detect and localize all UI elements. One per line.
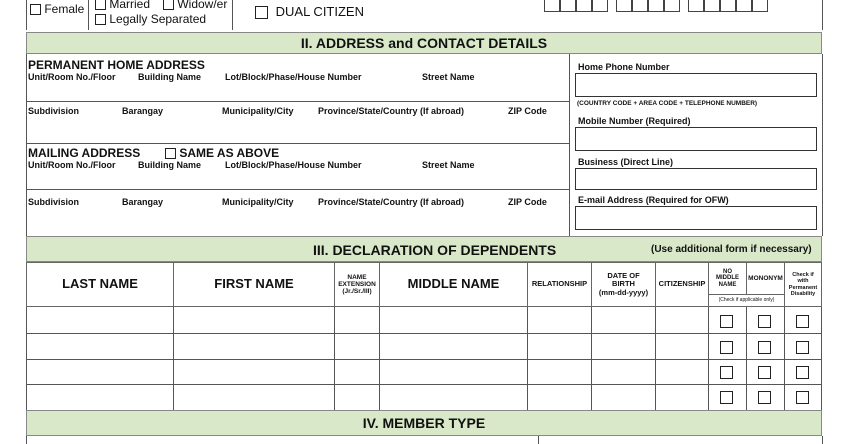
female-checkbox[interactable] — [30, 4, 41, 15]
col-nomid-line3: NAME — [718, 281, 737, 288]
email-input[interactable] — [575, 206, 817, 230]
label-street-mailing: Street Name — [422, 160, 475, 170]
row1-mononym-checkbox[interactable] — [758, 315, 771, 328]
col-disability — [784, 262, 822, 307]
label-subdivision: Subdivision — [28, 106, 80, 116]
legally-separated-checkbox[interactable] — [95, 14, 106, 25]
row4-mononym-checkbox[interactable] — [758, 391, 771, 404]
label-municipality: Municipality/City — [222, 106, 294, 116]
row2-no-middle-name-checkbox[interactable] — [720, 341, 733, 354]
row1-disability-checkbox[interactable] — [796, 315, 809, 328]
label-mobile: Mobile Number (Required) — [578, 116, 691, 126]
permanent-line2-field[interactable] — [26, 143, 569, 144]
row2-disability-checkbox[interactable] — [796, 341, 809, 354]
section-address-title: II. ADDRESS and CONTACT DETAILS — [300, 35, 548, 51]
label-street: Street Name — [422, 72, 475, 82]
col-name-extension — [334, 262, 380, 307]
label-unit-mailing: Unit/Room No./Floor — [28, 160, 116, 170]
female-option[interactable] — [30, 2, 84, 16]
digit-box[interactable] — [616, 0, 632, 12]
label-zip: ZIP Code — [508, 106, 547, 116]
legally-separated-option[interactable] — [95, 12, 206, 26]
same-as-above-option[interactable] — [165, 146, 279, 160]
col-last-name: LAST NAME — [62, 276, 138, 292]
widower-option[interactable] — [163, 0, 227, 11]
digit-box[interactable] — [752, 0, 768, 12]
row4-no-middle-name-checkbox[interactable] — [720, 391, 733, 404]
widower-checkbox[interactable] — [163, 0, 174, 10]
permanent-line1-field[interactable] — [26, 101, 569, 102]
col-dob-line3: (mm-dd-yyyy) — [598, 287, 649, 297]
section-dependents-header — [26, 236, 822, 262]
label-building: Building Name — [138, 72, 202, 82]
digit-box[interactable] — [688, 0, 704, 12]
dual-citizen-checkbox[interactable] — [255, 6, 268, 19]
label-unit: Unit/Room No./Floor — [28, 72, 116, 82]
female-label: Female — [44, 2, 85, 16]
married-option[interactable] — [95, 0, 150, 11]
digit-box[interactable] — [560, 0, 576, 12]
col-no-middle-name — [708, 262, 747, 295]
label-municipality-mailing: Municipality/City — [222, 197, 294, 207]
check-if-applicable-hint: (Check if applicable only) — [718, 296, 775, 303]
section-dependents-title: III. DECLARATION OF DEPENDENTS — [313, 242, 557, 258]
label-email: E-mail Address (Required for OFW) — [578, 195, 729, 205]
label-zip-mailing: ZIP Code — [508, 197, 547, 207]
dual-citizen-label: DUAL CITIZEN — [275, 4, 364, 19]
col-ext-line3: (Jr./Sr./III) — [342, 288, 372, 296]
col-citizenship: CITIZENSHIP — [658, 279, 706, 289]
row1-no-middle-name-checkbox[interactable] — [720, 315, 733, 328]
col-disab-line1: Check if — [792, 272, 814, 279]
col-first-name: FIRST NAME — [214, 276, 294, 292]
section-member-type-header — [26, 410, 822, 436]
digit-box[interactable] — [648, 0, 664, 12]
label-subdivision-mailing: Subdivision — [28, 197, 80, 207]
col-disab-line4: Disability — [790, 290, 816, 297]
label-province-mailing: Province/State/Country (If abroad) — [318, 197, 465, 207]
col-disab-line3: Permanent — [788, 284, 818, 291]
row3-disability-checkbox[interactable] — [796, 366, 809, 379]
col-ext-line1: NAME — [347, 273, 367, 281]
label-building-mailing: Building Name — [138, 160, 202, 170]
mailing-address-title: MAILING ADDRESS — [28, 146, 141, 160]
digit-box[interactable] — [632, 0, 648, 12]
married-checkbox[interactable] — [95, 0, 106, 10]
widower-label: Widow/er — [177, 0, 228, 11]
row2-mononym-checkbox[interactable] — [758, 341, 771, 354]
phone-format-hint: (COUNTRY CODE + AREA CODE + TELEPHONE NUMBER) — [577, 100, 758, 107]
digit-box[interactable] — [592, 0, 608, 12]
col-ext-line2: EXTENSION — [338, 280, 376, 288]
col-disab-line2: with — [797, 278, 809, 285]
col-nomid-line1: NO — [723, 268, 732, 275]
row3-no-middle-name-checkbox[interactable] — [720, 366, 733, 379]
same-as-above-checkbox[interactable] — [165, 148, 176, 159]
digit-box[interactable] — [736, 0, 752, 12]
digit-box[interactable] — [704, 0, 720, 12]
permanent-address-title: PERMANENT HOME ADDRESS — [28, 58, 205, 72]
business-input[interactable] — [575, 168, 817, 190]
col-date-of-birth — [591, 262, 656, 307]
col-dob-line2: BIRTH — [612, 279, 635, 289]
mailing-line1-field[interactable] — [26, 189, 569, 190]
col-relationship: RELATIONSHIP — [531, 279, 588, 289]
same-as-above-label: SAME AS ABOVE — [179, 146, 280, 160]
section-address-header — [26, 32, 822, 54]
col-dob-line1: DATE OF — [607, 271, 640, 281]
col-middle-name: MIDDLE NAME — [407, 276, 500, 292]
digit-box[interactable] — [664, 0, 680, 12]
home-phone-input[interactable] — [575, 73, 817, 97]
label-home-phone: Home Phone Number — [578, 62, 670, 72]
label-business: Business (Direct Line) — [578, 157, 674, 167]
label-lot: Lot/Block/Phase/House Number — [225, 72, 362, 82]
digit-box[interactable] — [576, 0, 592, 12]
label-barangay: Barangay — [122, 106, 164, 116]
digit-box[interactable] — [720, 0, 736, 12]
section-member-type-title: IV. MEMBER TYPE — [362, 415, 486, 431]
label-province: Province/State/Country (If abroad) — [318, 106, 465, 116]
digit-box[interactable] — [544, 0, 560, 12]
col-nomid-line2: MIDDLE — [716, 275, 739, 282]
row4-disability-checkbox[interactable] — [796, 391, 809, 404]
married-label: Married — [109, 0, 151, 11]
legally-separated-label: Legally Separated — [109, 12, 207, 26]
mobile-input[interactable] — [575, 127, 817, 151]
label-lot-mailing: Lot/Block/Phase/House Number — [225, 160, 362, 170]
col-mononym: MONONYM — [748, 274, 783, 282]
label-barangay-mailing: Barangay — [122, 197, 164, 207]
dual-citizen-option[interactable] — [255, 4, 364, 19]
additional-form-note: (Use additional form if necessary) — [651, 244, 812, 255]
row3-mononym-checkbox[interactable] — [758, 366, 771, 379]
